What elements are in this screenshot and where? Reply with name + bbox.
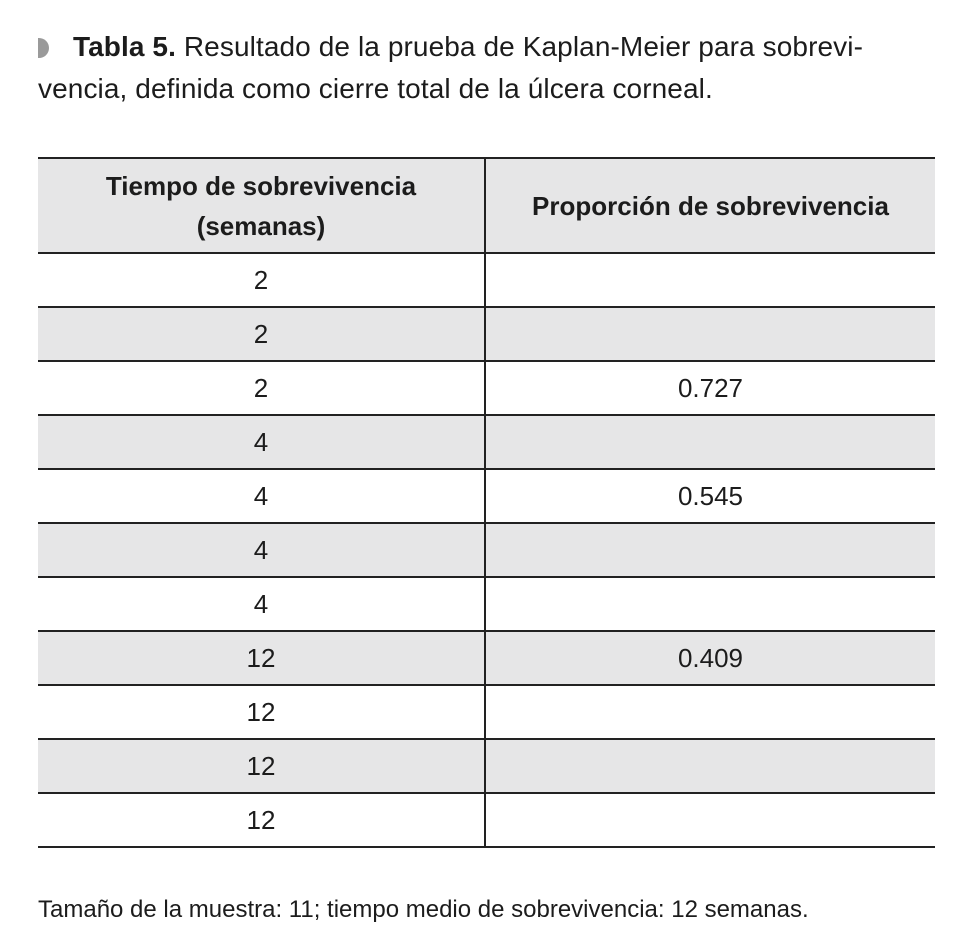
caption-label: Tabla 5. <box>73 31 176 62</box>
table-row <box>38 739 935 793</box>
survival-proportion-cell <box>485 577 935 631</box>
table-caption <box>38 26 938 110</box>
table-row <box>38 469 935 523</box>
survival-time-cell: 4 <box>38 523 485 577</box>
survival-proportion-cell <box>485 253 935 307</box>
table-footnote: Tamaño de la muestra: 11; tiempo medio de sobrevivencia: 12 semanas. <box>38 896 809 923</box>
table-row <box>38 577 935 631</box>
survival-proportion-cell <box>485 307 935 361</box>
table-row <box>38 793 935 847</box>
table-row <box>38 253 935 307</box>
survival-time-cell: 12 <box>38 739 485 793</box>
table-row <box>38 523 935 577</box>
kaplan-meier-table <box>38 157 935 848</box>
bullet-icon <box>38 38 49 58</box>
table-row <box>38 307 935 361</box>
survival-proportion-cell <box>485 739 935 793</box>
survival-time-cell: 2 <box>38 361 485 415</box>
survival-proportion-cell <box>485 415 935 469</box>
survival-proportion-cell <box>485 523 935 577</box>
survival-time-cell: 4 <box>38 469 485 523</box>
survival-proportion-cell: 0.545 <box>485 469 935 523</box>
survival-time-cell: 2 <box>38 253 485 307</box>
survival-proportion-cell: 0.727 <box>485 361 935 415</box>
survival-proportion-cell: 0.409 <box>485 631 935 685</box>
survival-time-cell: 12 <box>38 793 485 847</box>
survival-proportion-cell <box>485 793 935 847</box>
table-row <box>38 361 935 415</box>
header-row <box>38 158 935 253</box>
table-row <box>38 631 935 685</box>
table-row <box>38 415 935 469</box>
table-row <box>38 685 935 739</box>
survival-time-cell: 2 <box>38 307 485 361</box>
header-survival-proportion: Proporción de sobrevivencia <box>485 158 935 253</box>
survival-time-cell: 4 <box>38 415 485 469</box>
header-survival-time: Tiempo de sobrevivencia (semanas) <box>38 158 485 253</box>
survival-time-cell: 12 <box>38 631 485 685</box>
survival-time-cell: 12 <box>38 685 485 739</box>
survival-time-cell: 4 <box>38 577 485 631</box>
survival-proportion-cell <box>485 685 935 739</box>
caption-text: Resultado de la prueba de Kaplan-Meier para sobrevi-vencia, definida como cierre total de la úlcera corneal. <box>38 31 864 104</box>
